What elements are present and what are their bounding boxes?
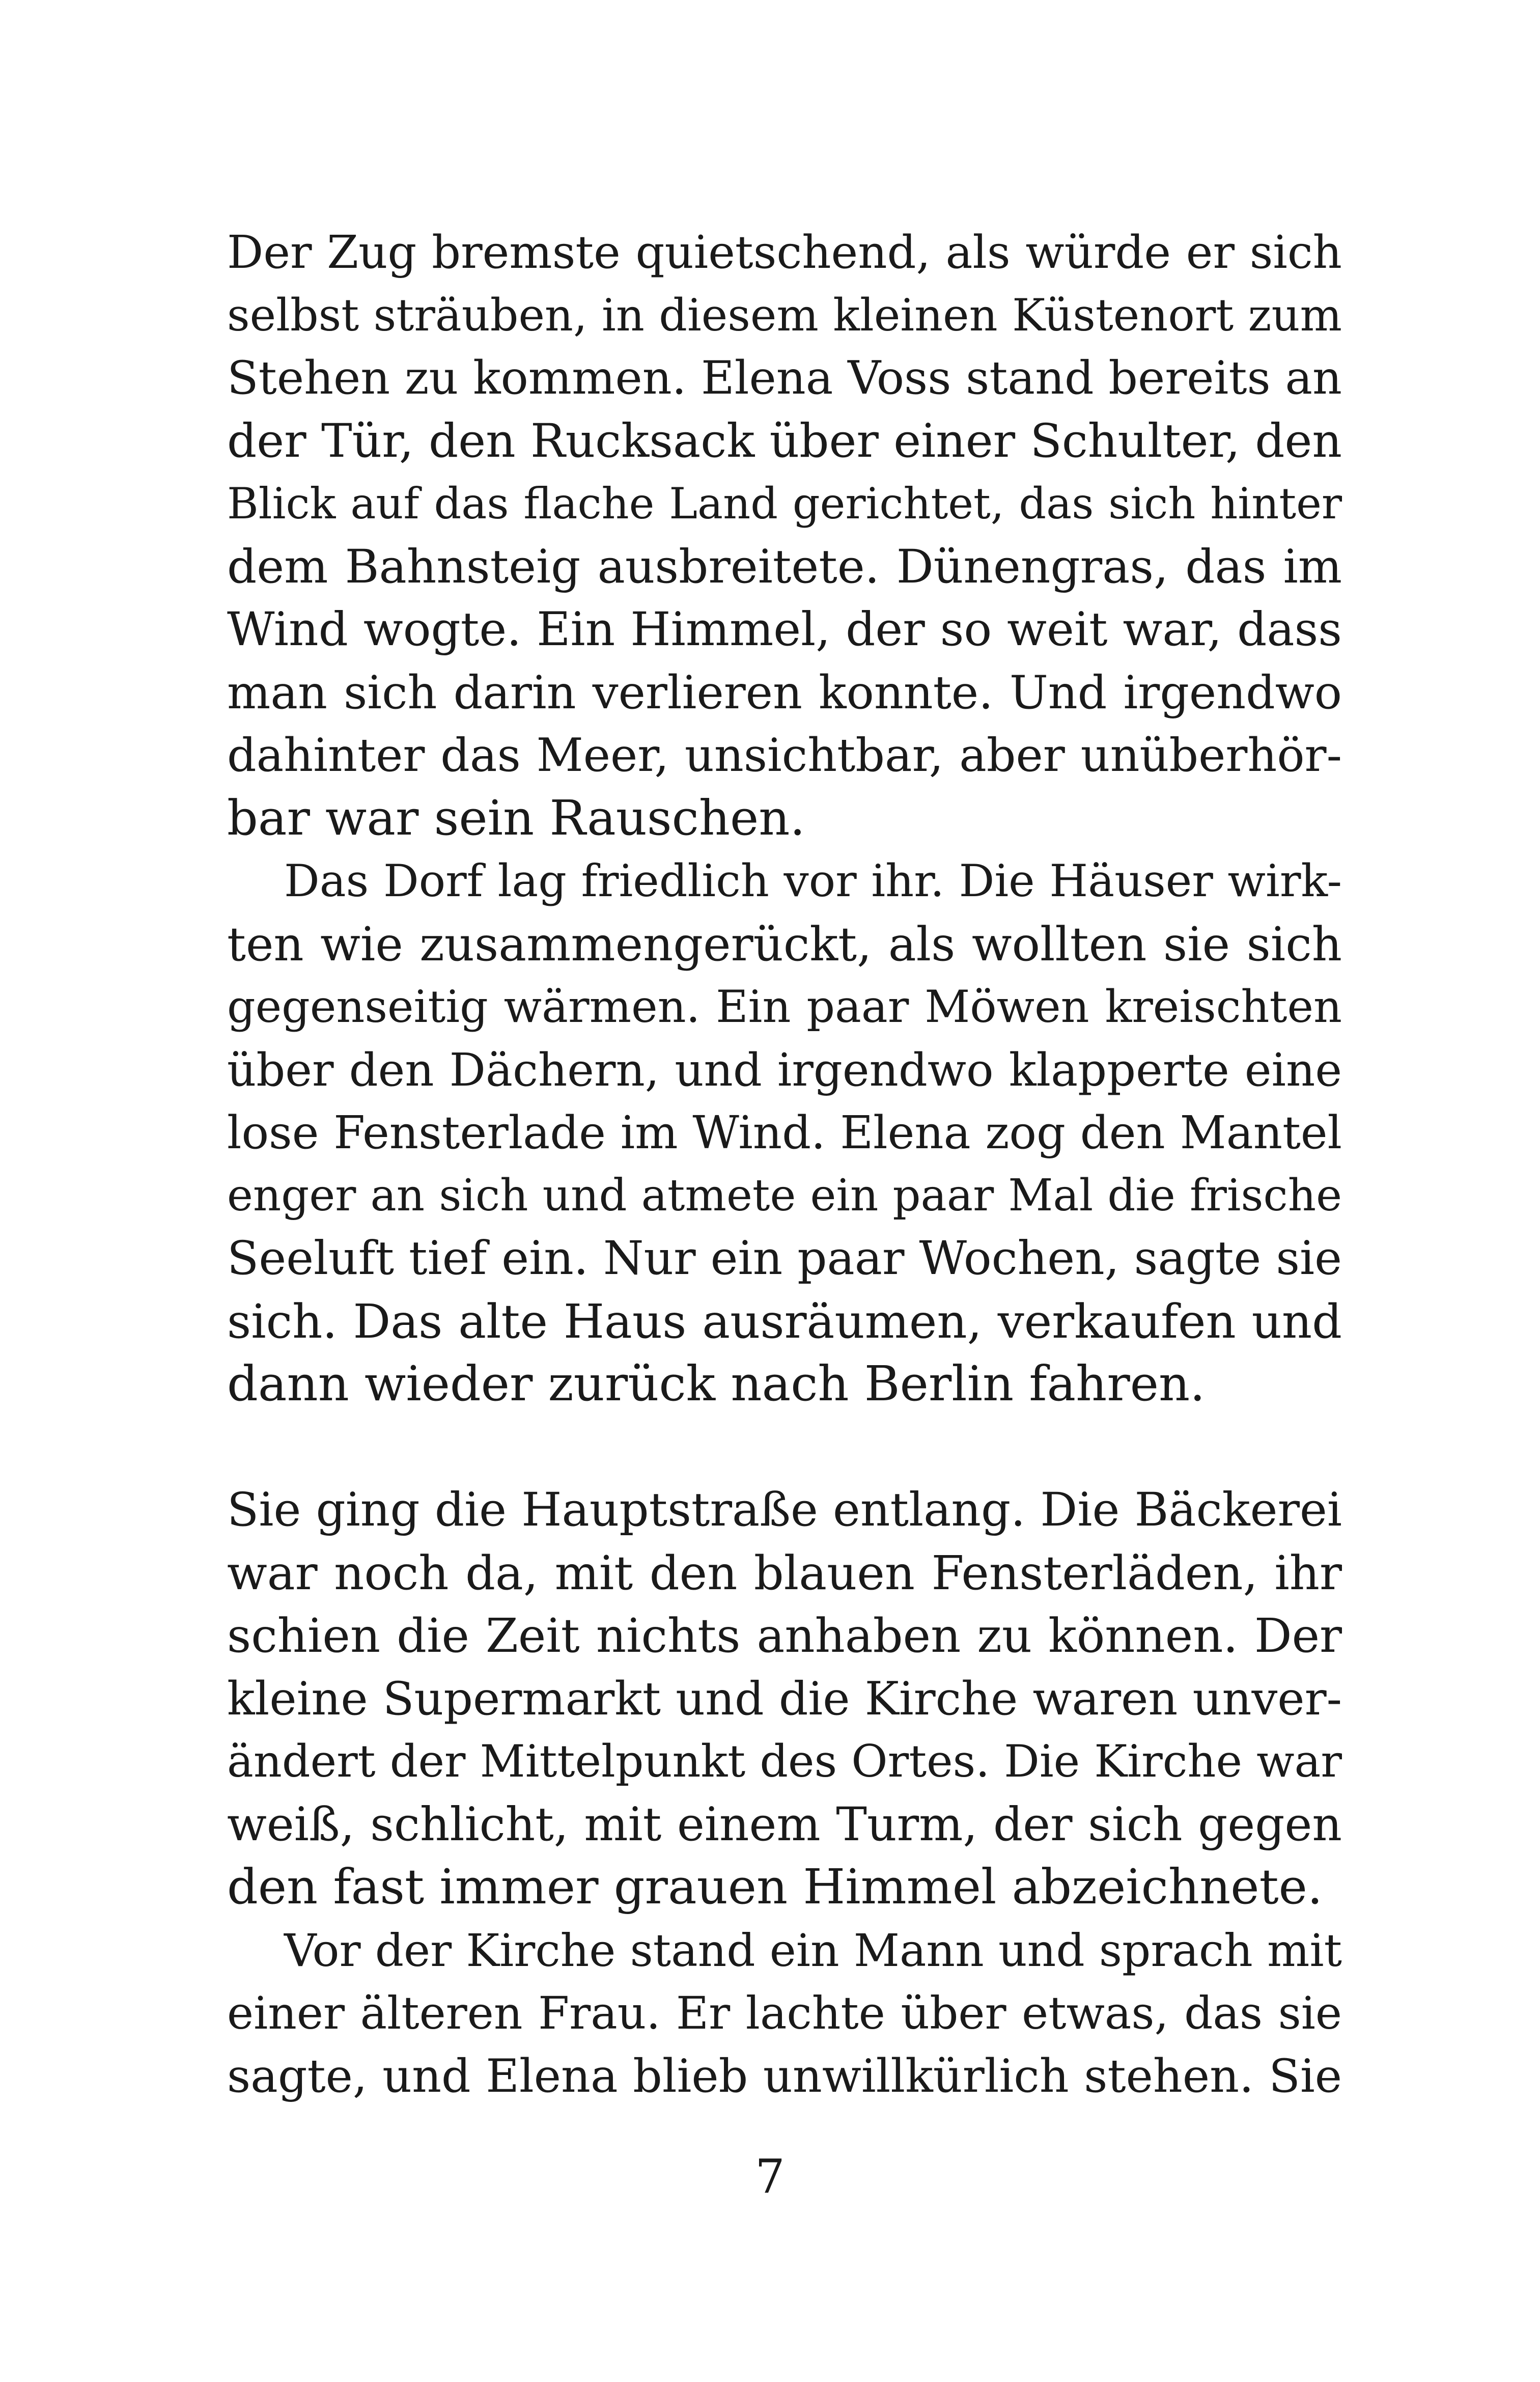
text-line: Stehen zu kommen. Elena Voss stand bereits an xyxy=(227,351,1342,405)
body-text xyxy=(227,221,1342,2108)
text-line: Sie ging die Hauptstraße entlang. Die Bäckerei xyxy=(227,1483,1342,1537)
text-line: lose Fensterlade im Wind. Elena zog den Mantel xyxy=(227,1106,1342,1159)
text-line: ändert der Mittelpunkt des Ortes. Die Kirche war xyxy=(227,1735,1342,1787)
text-line: schien die Zeit nichts anhaben zu können. Der xyxy=(227,1609,1342,1663)
paragraph xyxy=(227,1919,1342,2108)
text-line: Seeluft tief ein. Nur ein paar Wochen, sagte sie xyxy=(227,1232,1342,1285)
text-line: selbst sträuben, in diesem kleinen Küstenort zum xyxy=(227,289,1342,341)
paragraph xyxy=(227,1479,1342,1919)
text-line: Wind wogte. Ein Himmel, der so weit war, dass xyxy=(227,603,1342,656)
text-line: sich. Das alte Haus ausräumen, verkaufen und xyxy=(227,1294,1342,1349)
paragraph xyxy=(227,221,1342,850)
text-line: dahinter das Meer, unsichtbar, aber unüberhör- xyxy=(227,729,1342,782)
text-line: gegenseitig wärmen. Ein paar Möwen kreischten xyxy=(227,981,1342,1033)
text-line: der Tür, den Rucksack über einer Schulter, den xyxy=(227,414,1342,468)
text-line: sagte, und Elena blieb unwillkürlich stehen. Sie xyxy=(227,2049,1342,2103)
text-line: über den Dächern, und irgendwo klapperte eine xyxy=(227,1043,1342,1096)
text-line: dann wieder zurück nach Berlin fahren. xyxy=(227,1356,1206,1412)
text-line: Blick auf das flache Land gerichtet, das sich hinter xyxy=(227,479,1342,529)
text-line: kleine Supermarkt und die Kirche waren unver- xyxy=(227,1672,1342,1726)
text-line: man sich darin verlieren konnte. Und irgendwo xyxy=(227,666,1342,719)
section-break xyxy=(227,1416,1342,1479)
text-line: war noch da, mit den blauen Fensterläden, ihr xyxy=(227,1545,1342,1600)
text-line: einer älteren Frau. Er lachte über etwas, das sie xyxy=(227,1987,1342,2039)
text-line: weiß, schlicht, mit einem Turm, der sich gegen xyxy=(227,1797,1342,1851)
text-line: dem Bahnsteig ausbreitete. Dünengras, das im xyxy=(227,540,1342,594)
text-line: bar war sein Rauschen. xyxy=(227,790,805,846)
text-line: Das Dorf lag friedlich vor ihr. Die Häuser wirk- xyxy=(284,855,1342,907)
text-line: Der Zug bremste quietschend, als würde er sich xyxy=(227,226,1342,279)
text-line: ten wie zusammengerückt, als wollten sie sich xyxy=(227,917,1342,972)
page-number: 7 xyxy=(755,2149,785,2204)
paragraph xyxy=(227,850,1342,1416)
text-line: enger an sich und atmete ein paar Mal die frische xyxy=(227,1170,1342,1221)
text-line: Vor der Kirche stand ein Mann und sprach mit xyxy=(284,1924,1342,1977)
text-line: den fast immer grauen Himmel abzeichnete. xyxy=(227,1859,1323,1915)
